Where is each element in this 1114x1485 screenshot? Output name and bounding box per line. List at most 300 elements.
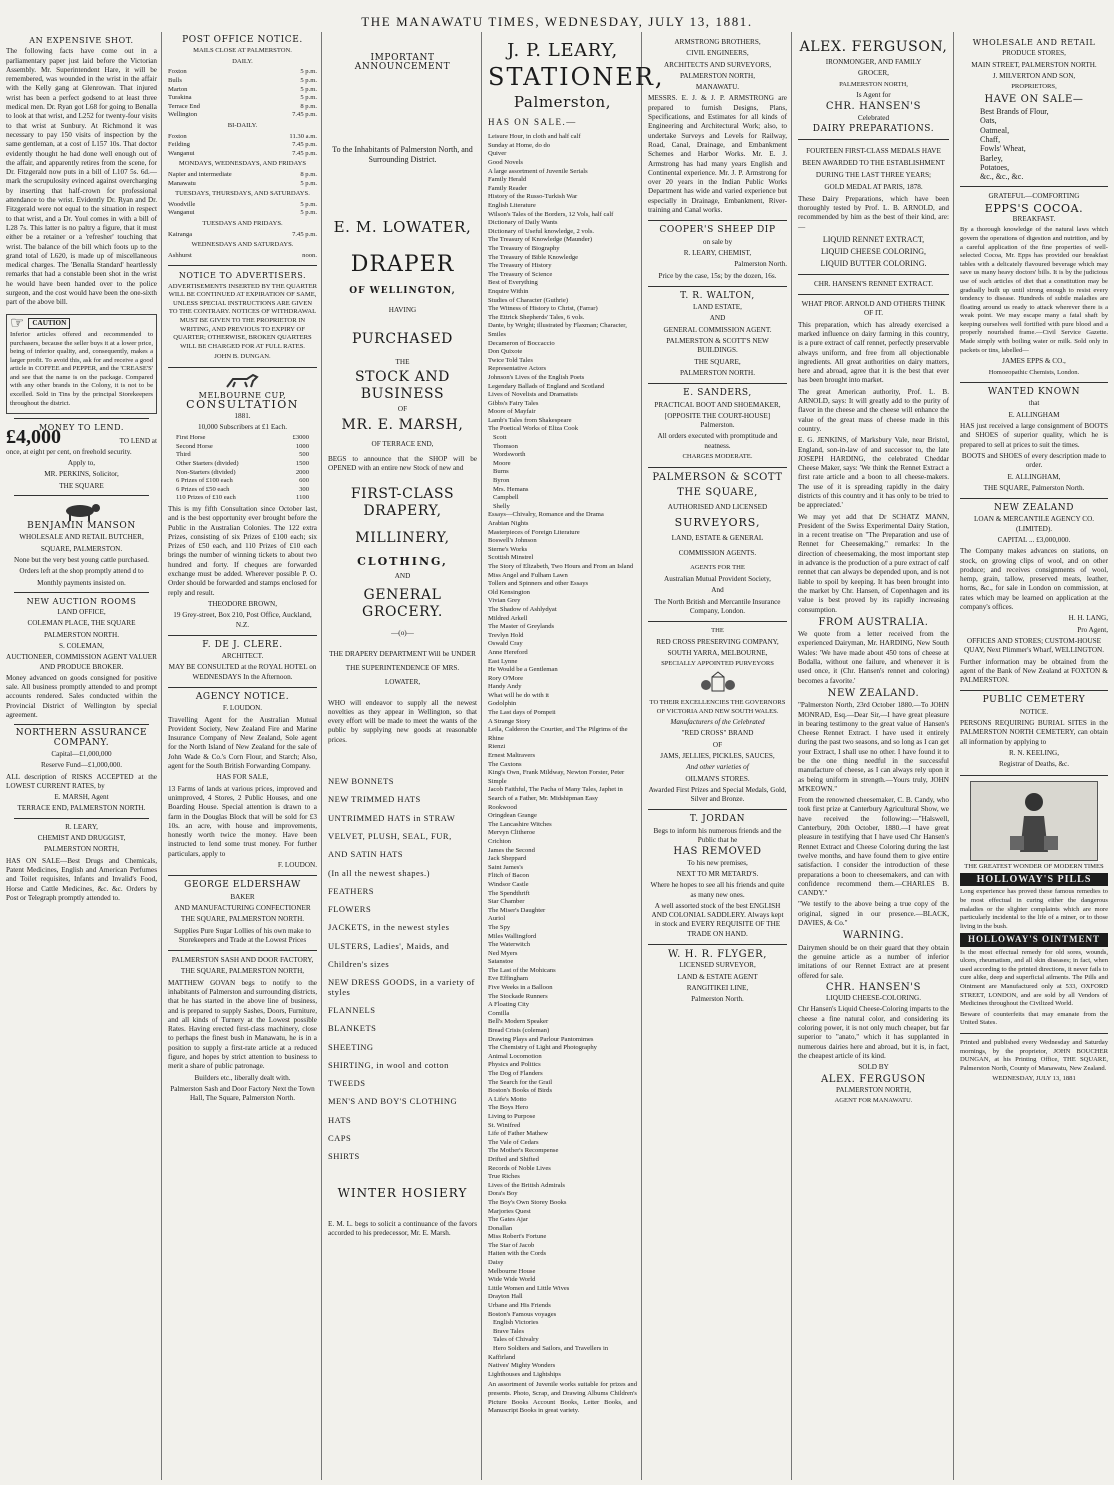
po-ws-table: [168, 252, 317, 261]
sanders-sub: PRACTICAL BOOT AND SHOEMAKER,: [654, 400, 781, 409]
goods-item: BLANKETS: [328, 1023, 377, 1034]
po-ws-row-label: Ashhurst: [168, 251, 192, 259]
caution-text: Inferior articles offered and recommended to purchasers, because the seller buys it at a lower price, being of inferior quality, and, consequently, makes a larger profit. To avoid this, ask for and receive a good article in COFFEE and PEPPER, and the 'CREASE'S' and see that the name is on the package. Compared with any other brands in the Colony, it is not to be excelled. Sold in Tins by the principal Storekeepers throughout the district.: [10, 330, 153, 407]
rc-other: And other varieties of: [686, 763, 749, 772]
cup-prize-row-label: 6 Prizes of £50 each: [176, 485, 230, 493]
book-item: English Victories: [488, 1319, 539, 1327]
book-item: Animal Locomotion: [488, 1052, 542, 1060]
wholesale-name: J. MILVERTON AND SON,: [992, 71, 1076, 80]
rc-manu: Manufacturers of the Celebrated: [670, 718, 765, 727]
goods-item: ULSTERS, Ladies', Maids, and: [328, 940, 450, 951]
clere-text: MAY BE CONSULTED at the ROYAL HOTEL on WEDNESDAYS In the Afternoon.: [168, 663, 317, 681]
caution-hand-icon: ☞ CAUTION: [10, 318, 153, 329]
flyger-town: Palmerston North.: [691, 995, 744, 1004]
money-to-lend: TO LEND at: [119, 436, 157, 445]
holloway-ointment-banner: HOLLOWAY'S OINTMENT: [960, 933, 1108, 946]
armstrong-title: ARMSTRONG BROTHERS,: [674, 38, 761, 46]
printed-text: Printed and published every Wednesday and Saturday mornings, by the proprietor, JOHN BOUCHER DUNGAN, at his Printing Office, THE SQUARE, Palmerston North, County of Manawatu, New Zealand.: [960, 1039, 1108, 1072]
book-item: Living to Purpose: [488, 1112, 536, 1120]
nz-text: "Palmerston North, 23rd October 1880.—To JOHN MONRAD, Esq.—Dear Sir,—I have great pleasure in bearing testimony to the great value of Hansen's Cheese Rennet Extract. I have used it entirely during the past two seasons, and so long as I can get your Extract, I shall use no other. I have found it to be the one thing needful in the successful manufacture of cheese, as I can always rely upon it as being uniform in strength.—Yours truly, JOHN M'KEOWN.": [798, 701, 949, 793]
book-item: A Life's Motto: [488, 1095, 527, 1103]
book-item: James the Second: [488, 846, 535, 854]
stationer-heading: STATIONER,: [488, 63, 665, 91]
leary-chemist-sub: CHEMIST AND DRUGGIST,: [37, 834, 126, 843]
have-on-sale: HAVE ON SALE—: [984, 93, 1084, 105]
wanted-text: HAS just received a large consignment of BOOTS and SHOES of superior quality, which he is prepared to sell at prices to suit the times.: [960, 422, 1108, 449]
rc-of: OF: [712, 740, 723, 749]
book-item: Little Women and Little Wives: [488, 1284, 570, 1292]
po-daily-table: [168, 68, 317, 120]
po-mwf-table: [168, 171, 317, 188]
book-item: Physics and Politics: [488, 1061, 541, 1069]
book-item: Good Novels: [488, 159, 523, 167]
cup-prize-row-label: Non-Starters (divided): [176, 468, 236, 476]
book-item: Life of Father Mathew: [488, 1130, 548, 1138]
ps-and: And: [711, 586, 724, 595]
manson-text3: Monthly payments insisted on.: [37, 578, 126, 587]
book-item: Records of Noble Lives: [488, 1164, 551, 1172]
po-tts-row: [168, 209, 317, 218]
goods-item: HATS: [328, 1114, 352, 1125]
cup-prize-row-label: 110 Prizes of £10 each: [176, 494, 236, 502]
book-item: Boswell's Johnson: [488, 537, 537, 545]
book-item: Drawing Plays and Parlour Pantomimes: [488, 1035, 594, 1043]
book-item: Miss Robert's Fortune: [488, 1233, 547, 1241]
holloway-pills-banner: HOLLOWAY'S PILLS: [960, 873, 1108, 886]
book-item: The Search for the Grail: [488, 1078, 553, 1086]
beware-text: Beware of counterfeits that may emanate from the United States.: [960, 1010, 1108, 1027]
the-word: THE: [395, 358, 410, 367]
book-item: Saint James's: [488, 863, 524, 871]
goods-item: NEW BONNETS: [328, 776, 395, 787]
wonder-text: THE GREATEST WONDER OF MODERN TIMES: [964, 862, 1104, 870]
cemetery-sign: R. N. KEELING,: [1008, 748, 1060, 757]
book-item: Jacob Faithful, The Pacha of Many Tales, Japhet in Search of a Father, Mr. Midshipman Easy: [488, 786, 625, 803]
book-item: Family Reader: [488, 184, 528, 192]
expensive-shot-text: The following facts have come out in a parliamentary paper just laid before the Victorian Assembly. Mr. Superintendent Hare, it will be remembered, was wounded in the wrist in the affair with the Kelly gang at Glenrowan. That injured wrist has been a perfect godsend to at least three medical men. Dr. Ryan got L68 for going to Benalla to look at that wrist, and L252 for twenty-four visits to that wrist at Sunbury. At Richmond it was necessary to pay 150 visits of inspection by the same gentleman, at a cost of L157 10s. That doctor evidently thought he had done well enough out of the affair, and apparently retires from the scene, for Dr. Fitzgerald now puts in a bill of L107 5s. 6d.—mark the scrupulosity evinced against overcharging by inserting that half-crown for professional attendance to the wrist. Evidently Dr. Ryan and Dr. Fitzgerald were not equal to the situation in respect to that wrist, and a Dr. Youl comes in with a bill of L28 7s. This latter is no paltry a figure, that it must either be a retainer or a 'refresher' touching that wrist. The balance of the bill which foots up to the grand total of L620, is made up of miscellaneous medical charges. The 'Benalla Standard' heartlessly remarks that had a constable been shot in the wrist he would have been handed over to the police surgeon, and the cost would have been the one-sixth part of the above bill.: [6, 47, 157, 307]
agency-text: Travelling Agent for the Australian Mutual Provident Society, New Zealand Fire and Marine Insurance Company of New Zealand, Sole agent for the North Island of New Zealand for the sale of John Wade & Co.'s Corn Flour, and Starch; Also, agent for the South British Forwarding Company.: [168, 715, 317, 771]
book-item: The Waterwitch: [488, 941, 531, 949]
money-text: once, at eight per cent, on freehold security.: [6, 447, 132, 456]
book-item: History of the Russo-Turkish War: [488, 193, 578, 201]
agency-name: F. LOUDON.: [222, 704, 263, 713]
book-item: Rory O'More: [488, 674, 524, 682]
ps-comm: COMMISSION AGENTS.: [678, 549, 757, 558]
wholesale-addr: MAIN STREET, PALMERSTON NORTH.: [971, 60, 1097, 69]
produce-item: Barley,: [980, 153, 1003, 163]
hansen-product: LIQUID BUTTER COLORING.: [820, 259, 927, 269]
coloring-title: CHR. HANSEN'S: [825, 981, 922, 993]
sold-agent: AGENT FOR MANAWATU.: [834, 1097, 913, 1105]
eldershaw-text: Supplies Pure Sugar Lollies of his own make to Storekeepers and Trade at the Lowest Prices: [174, 926, 311, 944]
cup-prizes-table: [168, 434, 317, 503]
purchased-heading: PURCHASED: [352, 331, 453, 348]
cup-year: 1881.: [234, 411, 251, 420]
who-text: WHO will endeavor to supply all the newest novelties as they appear in Wellington, so that every effort will be made to meet the wants of the public by supplying new goods at reasonable prices.: [328, 698, 477, 744]
rc-title: RED CROSS PRESERVING COMPANY,: [656, 637, 779, 646]
nzloan-sign: H. H. LANG,: [1068, 614, 1108, 623]
northern-reserve: Reserve Fund—£1,000,000.: [40, 761, 123, 770]
eldershaw-sub: BAKER: [230, 892, 255, 901]
book-item: Natives' Mighty Wonders: [488, 1362, 556, 1370]
marsh-heading: MR. E. MARSH,: [341, 416, 464, 433]
sanders-addr: [OPPOSITE THE COURT-HOUSE] Palmerston.: [664, 411, 771, 430]
book-item: King's Own, Frank Mildway, Newton Forster, Peter Simple: [488, 769, 626, 785]
po-tf-heading: TUESDAYS AND FRIDAYS.: [202, 219, 283, 227]
cemetery-notice: NOTICE.: [1019, 707, 1049, 716]
book-item: Mildred Arkell: [488, 614, 528, 622]
auction-sub: LAND OFFICE,: [57, 608, 106, 617]
post-office-title: POST OFFICE NOTICE.: [182, 35, 303, 45]
book-item: Bread Crisis (coleman): [488, 1027, 550, 1035]
book-item: Twice Told Tales: [488, 356, 533, 364]
book-item: Urbane and His Friends: [488, 1302, 551, 1310]
agency-sale-text: 13 Farms of lands at various prices, improved and unimproved, 4 Stores, 2 Public Houses, and one Boarding House. Special attention is drawn to a farm in the Douglas Block that will be sold for £3 10s. an acre, with house and improvements, honestly worth twice the money. Have been instructed to lend some trust money. For further particulars, apply to: [168, 784, 317, 858]
armstrong-text: MESSRS. E. J. & J. P. ARMSTRONG are prepared to furnish Designs, Plans, Specifications, and Estimates for all kinds of Engineering and Architectural Work; also, to undertake Surveys and Levels for Railway, Road, Canal, Drainage, and Embankment Schemes and Harbor Works. Mr. E. J. Armstrong has had many years English and Continental experience. Mr. J. P. Armstrong for over 20 years in the Indian Public Works Department has wide and varied experience but especially in Drainage, Embankment, River-training and Canal works.: [648, 94, 787, 215]
book-item: Hero Soldiers and Sailors, and Travellers in Kaffirland: [488, 1345, 610, 1361]
book-item: Donallan: [488, 1224, 513, 1232]
po-tts-row-label: Woodville: [168, 200, 196, 208]
advertisers-sign: JOHN B. DUNGAN.: [214, 353, 271, 361]
northern-title: NORTHERN ASSURANCE COMPANY.: [15, 728, 148, 748]
flyger-name: W. H. R. FLYGER,: [668, 949, 767, 961]
book-item: Scott: [488, 434, 507, 442]
nzloan-title: NEW ZEALAND: [993, 503, 1075, 514]
royal-crest-icon: [648, 671, 787, 697]
book-item: Drifted and Shifted: [488, 1155, 539, 1163]
manson-sub: WHOLESALE AND RETAIL BUTCHER,: [19, 533, 144, 542]
book-item: The Dog of Flanders: [488, 1070, 543, 1078]
cup-prize-row-label: Second Horse: [176, 442, 213, 450]
jordan-name: T. JORDAN: [689, 814, 746, 825]
advertisers-title: NOTICE TO ADVERTISERS.: [178, 271, 307, 281]
book-item: Arabian Nights: [488, 520, 529, 528]
book-item: Daisy: [488, 1259, 504, 1267]
goods-item: SHEETING: [328, 1041, 374, 1052]
po-tts-heading: TUESDAYS, THURSDAYS, AND SATURDAYS.: [175, 190, 310, 198]
book-item: Sunday at Home, do do: [488, 141, 551, 149]
goods-list: [328, 777, 477, 1162]
horse-illustration: [168, 373, 317, 391]
book-item: Johnson's Lives of the English Poets: [488, 373, 585, 381]
rc-brand: "RED CROSS" BRAND: [681, 729, 754, 738]
ps-agents: AGENTS FOR THE: [690, 564, 745, 572]
po-daily-row: [168, 94, 317, 103]
book-item: Mrs. Hemans: [488, 485, 529, 493]
jordan-text3: Where he hopes to see all his friends and quite as many new ones.: [650, 881, 785, 899]
sanders-charges: CHARGES MODERATE.: [682, 452, 753, 460]
po-bidaily-heading: BI-DAILY.: [227, 122, 258, 130]
book-item: Masterpieces of Foreign Literature: [488, 528, 580, 536]
column-2: [164, 32, 322, 1480]
cup-prize-row-label: Other Starters (divided): [176, 459, 239, 467]
nzloan-further: Further information may be obtained from the agent of the Bank of New Zealand at FOXTON & PALMERSTON.: [960, 657, 1108, 685]
book-item: The Treasury of Bible Knowledge: [488, 253, 579, 261]
rc-items: JAMS, JELLIES, PICKLES, SAUCES,: [660, 752, 775, 760]
schatz-text: We may yet add that Dr SCHATZ MANN, President of the Swiss Experimental Dairy Station, in a recent treatise on "The Preparation and use of Rennet for Cheesemaking," remarks: In the direction of cheesemaking, the most important step in advance is the production of a pure extract of calf rennet that can always be depended upon, and is not liable to spoil by keeping. It has been brought into the market by Chr. Hansen, of Copenhagen and its value is best proved by its rapidly increasing consumption.: [798, 512, 949, 614]
book-item: Marjories Quest: [488, 1207, 531, 1215]
cup-prize-row: [176, 451, 309, 460]
wholesale-sub: PRODUCE STORES,: [1002, 49, 1066, 58]
epps-addr: Homoeopathic Chemists, London.: [988, 368, 1080, 376]
book-item: Old Kensington: [488, 588, 530, 596]
armstrong-sub: CIVIL ENGINEERS,: [686, 49, 749, 58]
of-wellington: OF WELLINGTON,: [349, 285, 456, 296]
book-item: Boston's Books of Birds: [488, 1087, 553, 1095]
caution-ad: [6, 314, 157, 415]
rc-the: THE: [711, 627, 724, 635]
jenkins-text: E. G. JENKINS, of Marksbury Vale, near Bristol, England, son-in-law of and successor to, the late JOSEPH HARDING, the celebrated Cheddar Cheese Maker, says: 'We think the Rennet Extract a first rate article and a boon to all cheese-makers. The use of it is spreading rapidly in the dairy districts of this country and it has only to be tried to be appreciated.': [798, 436, 949, 510]
nz-title: NEW ZEALAND.: [827, 687, 920, 699]
book-item: The Vale of Cedars: [488, 1138, 539, 1146]
epps-pre: GRATEFUL—COMFORTING: [988, 192, 1080, 201]
book-item: The Shadow of Ashlydyat: [488, 605, 557, 613]
book-item: The Stockade Runners: [488, 992, 548, 1000]
po-daily-row: [168, 111, 317, 120]
coloring-text: Chr Hansen's Liquid Cheese-Coloring imparts to the cheese a fine natural color, and considering its coloring power, it is not only much cheaper, but far superior to "anato," which it has supplanted in numerous dairies here and abroad, but it is, in fact, the cheapest article of its kind.: [798, 1005, 950, 1060]
book-item: Moore of Mayfair: [488, 408, 536, 416]
testify-text: "We testify to the above being a true copy of the original, signed in our presence.—BLACK, DAVIES, & Co.": [798, 900, 949, 928]
book-item: Lives of the British Admirals: [488, 1181, 565, 1189]
book-item: Crichton: [488, 837, 512, 845]
boots-text: BOOTS and SHOES of every description made to order.: [961, 451, 1107, 470]
book-item: Brave Tales: [488, 1327, 525, 1335]
boots-addr: THE SQUARE, Palmerston North.: [983, 483, 1085, 492]
book-item: The Lancashire Witches: [488, 820, 552, 828]
drapery-dept-text: THE DRAPERY DEPARTMENT Will be UNDER THE SUPERINTENDENCE OF MRS. LOWATER,: [329, 649, 476, 686]
books-footer: An assortment of Juvenile works suitable for prizes and presents. Photo, Scrap, and Drawing Albums Children's Picture Books Account Books, Letter Books, and Manuscript Books in great variety.: [488, 1381, 637, 1415]
gold-medal: GOLD MEDAL AT PARIS, 1878.: [824, 183, 923, 192]
cup-prize-row-value: 300: [299, 485, 309, 493]
wanted-that: that: [1028, 399, 1040, 408]
goods-item: Children's sizes: [328, 959, 390, 970]
book-item: Anne Hereford: [488, 648, 528, 656]
po-bidaily-row-label: Foxton: [168, 132, 187, 140]
po-bidaily-row: [168, 150, 317, 159]
book-item: Don Quixote: [488, 348, 523, 356]
northern-addr: TERRACE END, PALMERSTON NORTH.: [17, 804, 146, 813]
ferguson-town: PALMERSTON NORTH,: [839, 80, 908, 88]
po-daily-row: [168, 86, 317, 95]
nzloan-cap: CAPITAL ... £3,000,000.: [997, 536, 1071, 544]
sash-sign: Palmerston Sash and Door Factory Next the Town Hall, The Square, Palmerston North.: [170, 1084, 315, 1103]
book-item: The Ettrick Shepherds' Tales, 6 vols.: [488, 313, 585, 321]
cup-prize-row-value: 600: [299, 477, 309, 485]
goods-item: FLANNELS: [328, 1004, 376, 1015]
walton-sub2: GENERAL COMMISSION AGENT.: [663, 325, 772, 334]
po-mwf-row-label: Napier and intermediate: [168, 171, 232, 179]
column-6: [794, 32, 954, 1480]
rc-awards: Awarded First Prizes and Special Medals, Gold, Silver and Bronze.: [648, 785, 787, 804]
ps-amp: Australian Mutual Provident Society,: [664, 574, 771, 583]
po-bidaily-row-label: Wanganui: [168, 149, 195, 157]
advertisers-text: ADVERTISEMENTS INSERTED BY THE QUARTER WILL BE CONTINUED AT EXPIRATION OF SAME, UNLESS SPECIAL INSTRUCTIONS ARE GIVEN TO THE CONTRARY. NOTICES OF WITHDRAWAL MUST BE GIVEN TO THE PROPRIETOR IN WRITING, AND PREVIOUS TO EXPIRY OF QUARTER; OTHERWISE, BROKEN QUARTERS WILL BE CHARGED FOR AT FULL RATES.: [168, 282, 317, 350]
book-item: Studies of Character (Guthrie): [488, 296, 569, 304]
cup-title: MELBOURNE CUP,: [198, 391, 287, 400]
book-item: Gibbs's Fairy Tales: [488, 399, 539, 407]
book-item: Mervyn Clitheroe: [488, 829, 536, 837]
book-item: The Spy: [488, 923, 511, 931]
book-item: Five Weeks in a Balloon: [488, 984, 553, 992]
book-item: The Caxtons: [488, 760, 522, 768]
sash-text2: Builders etc., liberally dealt with.: [194, 1073, 291, 1082]
manson-name: BENJAMIN MANSON: [27, 521, 136, 532]
cow-illustration: [6, 500, 157, 522]
po-mwf-row-value: 5 p.m.: [300, 179, 317, 187]
cup-prize-row-label: First Horse: [176, 434, 206, 442]
cemetery-title: PUBLIC CEMETERY: [982, 695, 1086, 706]
book-item: Wordsworth: [488, 451, 526, 459]
book-item: A large assortment of Juvenile Serials: [488, 167, 588, 175]
book-item: Sterne's Works: [488, 545, 528, 553]
expensive-shot-title: AN EXPENSIVE SHOT.: [29, 36, 134, 45]
produce-item: Oatmeal,: [980, 125, 1010, 135]
book-item: The Spendthrift: [488, 889, 530, 897]
book-item: Star Chamber: [488, 898, 525, 906]
palmerson-scott-title: PALMERSON & SCOTT: [652, 471, 783, 483]
palmerston-heading: Palmerston,: [513, 93, 612, 111]
produce-item: &c., &c., &c.: [980, 172, 1024, 182]
book-item: Byron: [488, 477, 510, 485]
po-daily-row-label: Terrace End: [168, 102, 200, 110]
sanders-name: E. SANDERS,: [683, 388, 752, 399]
po-ws-row-value: noon.: [302, 251, 317, 259]
book-item: The Last of the Mohicans: [488, 966, 556, 974]
clere-name: F. DE J. CLERE.: [202, 639, 283, 650]
lowater-footer: E. M. L. begs to solicit a continuance of the favors accorded to his predecessor, Mr. E. Marsh.: [328, 1219, 477, 1238]
jp-leary-name: J. P. LEARY,: [507, 40, 618, 61]
cup-prize-row: [176, 469, 309, 478]
manson-text2: Orders left at the shop promptly attend d to: [19, 567, 144, 576]
northern-text: ALL description of RISKS ACCEPTED at the LOWEST CURRENT RATES, by: [6, 772, 157, 790]
rc-addr: SOUTH YARRA, MELBOURNE,: [667, 649, 768, 658]
sold-by: SOLD BY: [858, 1063, 889, 1072]
book-item: The Witness of History to Christ, (Farrar): [488, 305, 598, 313]
goods-item: JACKETS, in the newest styles: [328, 922, 450, 933]
walton-and: AND: [709, 314, 726, 323]
wholesale-title: WHOLESALE AND RETAIL: [972, 38, 1096, 47]
book-item: Essays—Chivalry, Romance and the Drama: [488, 511, 604, 519]
book-item: The Boys Hero: [488, 1104, 529, 1112]
jordan-stock: A well assorted stock of the best ENGLISH AND COLONIAL SADDLERY. Always kept in stock and EVERY REQUISITE OF THE TRADE ON HAND.: [651, 901, 784, 938]
goods-item: AND SATIN HATS: [328, 849, 404, 860]
po-tts-table: [168, 201, 317, 218]
cup-prize-row-value: 1100: [296, 494, 309, 502]
ps-nb: The North British and Mercantile Insurance Company, London.: [654, 597, 781, 615]
leary-chemist-text: HAS ON SALE—Best Drugs and Chemicals, Patent Medicines, English and American Perfumes and Toilet requisites, Infants and Invalid's Food, Horse and Cattle Medicines, &c. &c. Orders by Post or Telegraph promptly attended to.: [6, 856, 157, 902]
column-4: [484, 32, 665, 1480]
agency-sale: HAS FOR SALE,: [216, 773, 269, 782]
rc-sub: SPECIALLY APPOINTED PURVEYORS: [661, 660, 774, 668]
book-item: Representative Actors: [488, 365, 547, 373]
book-item: Trevlyn Hold: [488, 631, 524, 639]
book-item: The Master of Greylands: [488, 623, 555, 631]
po-daily-row-label: Foxton: [168, 68, 187, 76]
ps-land: LAND, ESTATE & GENERAL: [671, 533, 764, 542]
cemetery-reg: Registrar of Deaths, &c.: [998, 760, 1070, 769]
terrace-end: OF TERRACE END,: [371, 439, 434, 448]
cup-sign: THEODORE BROWN,: [207, 599, 278, 608]
cup-subscribers: 10,000 Subscribers at £1 Each.: [197, 422, 288, 431]
book-item: What will he do with it: [488, 691, 549, 699]
book-item: Vivian Grey: [488, 597, 521, 605]
money-name: MR. PERKINS, Solicitor,: [44, 470, 119, 479]
goods-item: UNTRIMMED HATS in STRAW: [328, 812, 456, 823]
auction-title: NEW AUCTION ROOMS: [26, 596, 137, 606]
book-item: Quiver: [488, 150, 507, 158]
australia-title: FROM AUSTRALIA.: [818, 616, 929, 628]
hansen-product: LIQUID CHEESE COLORING,: [820, 247, 927, 257]
leary-chemist-town: PALMERSTON NORTH,: [43, 845, 120, 854]
goods-item: SHIRTS: [328, 1151, 360, 1162]
ferguson-sub: IRONMONGER, AND FAMILY: [825, 58, 922, 66]
cup-prize-row-value: 1000: [295, 442, 309, 450]
column-3: [324, 32, 482, 1480]
walton-sq: THE SQUARE,: [694, 357, 741, 366]
armstrong-sub2: ARCHITECTS AND SURVEYORS,: [663, 60, 772, 69]
jordan-text2: To his new premises,: [687, 858, 748, 867]
po-daily-row: [168, 77, 317, 86]
po-daily-row-label: Marton: [168, 85, 188, 93]
book-item: Leisure Hour, in cloth and half calf: [488, 133, 581, 141]
of-word: OF: [397, 405, 408, 414]
po-tts-row-value: 5 p.m.: [300, 200, 317, 208]
sash-text: MATTHEW GOVAN begs to notify to the inhabitants of Palmerston and surrounding districts, that he has started in the above line of business, and is prepared to supply Sashes, Doors, Furniture, and all kinds of Turnery at the Lowest possible Rates. Having erected first-class machinery, close to perhaps the finest bush in Manawatu, he is in a position to supply a first-rate article at a reduced figure, and hopes by strict attention to business to merit a share of public patronage.: [168, 978, 317, 1071]
book-item: Thomson: [488, 442, 518, 450]
po-bidaily-row-value: 7.45 p.m.: [292, 141, 317, 149]
warning-title: WARNING.: [842, 930, 905, 942]
epps-breakfast: BREAKFAST.: [1012, 215, 1056, 224]
warning-text: Dairymen should be on their guard that they obtain the genuine article as a number of inferior imitations of our Rennet Extract are at present offered for sale.: [798, 943, 949, 980]
goods-item: (In all the newest shapes.): [328, 867, 431, 878]
ps-surveyors: SURVEYORS,: [674, 516, 761, 530]
hansen-heading: CHR. HANSEN'S: [825, 101, 922, 113]
lowater-name: E. M. LOWATER,: [333, 217, 472, 236]
po-bidaily-row-value: 11.30 a.m.: [289, 132, 317, 140]
clere-sub: ARCHITECT.: [221, 652, 264, 661]
cup-prize-row-value: 500: [299, 451, 309, 459]
goods-item: CAPS: [328, 1132, 352, 1143]
book-item: The Miser's Daughter: [488, 906, 546, 914]
po-tf-row: [168, 231, 317, 240]
cup-prize-row-value: 1500: [295, 459, 309, 467]
po-daily-row: [168, 68, 317, 77]
goods-item: MEN'S AND BOY'S CLOTHING: [328, 1096, 458, 1107]
cemetery-text: PERSONS REQUIRING BURIAL SITES in the PALMERSTON NORTH CEMETERY, can obtain all information by applying to: [960, 719, 1108, 746]
book-item: The Treasury of History: [488, 262, 552, 270]
po-mwf-row-label: Manawatu: [168, 179, 196, 187]
goods-item: SHIRTING, in wool and cotton: [328, 1059, 449, 1070]
produce-item: Chaff,: [980, 134, 1001, 144]
books-list: [488, 133, 637, 1379]
po-daily-row: [168, 103, 317, 112]
book-item: Lamb's Tales from Shakespeare: [488, 416, 572, 424]
walton-name: T. R. WALTON,: [680, 290, 755, 301]
nzloan-sub: LOAN & MERCANTILE AGENCY CO. (LIMITED).: [973, 515, 1095, 533]
po-bidaily-row: [168, 133, 317, 142]
book-item: The Star of Jacob: [488, 1241, 535, 1249]
po-daily-heading: DAILY.: [232, 57, 253, 65]
having: HAVING: [388, 305, 417, 314]
nzloan-text: The Company makes advances on stations, on stock, on growing clips of wool, and on other produce; and receives consignments of wool, hemp, grain, tallow, preserved meats, leather, horns, &c., for sale in London on commission, at rates which may be learned on application at the company's offices.: [960, 547, 1108, 612]
book-item: Rienzi: [488, 743, 506, 751]
po-bidaily-row-value: 7.45 p.m.: [292, 149, 317, 157]
book-item: Moore: [488, 459, 511, 467]
po-mwf-row: [168, 171, 317, 180]
book-item: Decameron of Boccaccio: [488, 339, 555, 347]
prep-text: These Dairy Preparations, which have been thoroughly tested by Prof. L. B. ARNOLD, and recommended by him as the best of their kind, are:—: [798, 194, 949, 231]
wanted-title: WANTED KNOWN: [987, 387, 1081, 398]
